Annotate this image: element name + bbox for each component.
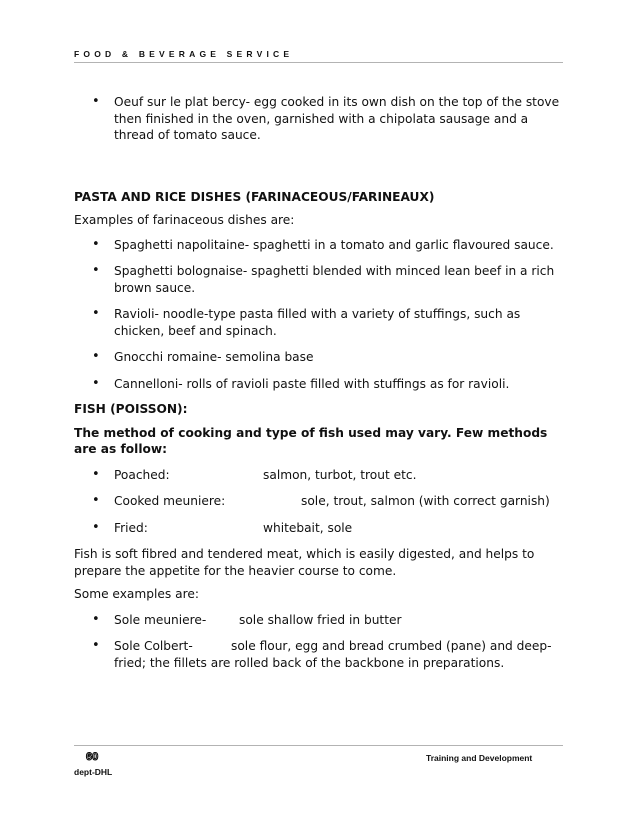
footer-department-title: Training and Development — [426, 753, 533, 763]
list-item: • Cannelloni- rolls of ravioli paste filled with stuffings as for ravioli. — [74, 376, 569, 393]
fish-examples-list — [74, 612, 569, 672]
page-content — [74, 94, 569, 671]
list-item: • Ravioli- noodle-type pasta filled with a variety of stuffings, such as chicken, beef and spinach. — [74, 306, 569, 339]
list-item — [74, 467, 569, 484]
fish-description: Fish is soft fibred and tendered meat, which is easily digested, and helps to prepare the appetite for the heavier course to come. — [74, 547, 535, 578]
footer-dept-code: dept-DHL — [74, 767, 113, 777]
example-desc: sole shallow fried in butter — [239, 612, 402, 627]
section-heading-pasta: PASTA AND RICE DISHES (FARINACEOUS/FARINEAUX) — [74, 189, 435, 204]
example-desc: sole flour, egg and bread crumbed (pane) and deep-fried; the fillets are rolled back of the backbone in preparations. — [114, 639, 552, 670]
list-item: • Oeuf sur le plat bercy- egg cooked in its own dish on the top of the stove then finished in the oven, garnished with a chipolata sausage and a thread of tomato sauce. — [74, 94, 569, 144]
running-header: FOOD & BEVERAGE SERVICE — [74, 49, 294, 59]
page-number: 60 — [86, 751, 99, 763]
list-item — [74, 520, 569, 537]
pasta-intro: Examples of farinaceous dishes are: — [74, 213, 295, 227]
list-item — [74, 638, 569, 671]
example-name: Sole Colbert- — [114, 639, 193, 653]
fish-methods-list — [74, 467, 569, 537]
header-rule — [74, 62, 563, 63]
method-fish: whitebait, sole — [263, 520, 353, 535]
method-fish: salmon, turbot, trout etc. — [263, 467, 417, 482]
section-heading-fish: FISH (POISSON): — [74, 402, 188, 416]
fish-methods-intro: The method of cooking and type of fish used may vary. Few methods are as follow: — [74, 425, 548, 456]
footer-rule — [74, 745, 563, 746]
list-item — [74, 612, 569, 629]
list-item: • Spaghetti napolitaine- spaghetti in a tomato and garlic flavoured sauce. — [74, 237, 569, 254]
list-item: • Spaghetti bolognaise- spaghetti blended with minced lean beef in a rich brown sauce. — [74, 263, 569, 296]
pasta-list — [74, 237, 569, 393]
method-name: Poached: — [114, 467, 170, 482]
example-name: Sole meuniere- — [114, 612, 207, 627]
list-item — [74, 493, 569, 510]
list-item: • Gnocchi romaine- semolina base — [74, 349, 569, 366]
fish-examples-intro: Some examples are: — [74, 587, 199, 601]
intro-list — [74, 94, 569, 144]
method-name: Cooked meuniere: — [114, 494, 226, 508]
method-name: Fried: — [114, 520, 148, 535]
method-fish: sole, trout, salmon (with correct garnish) — [301, 494, 550, 508]
